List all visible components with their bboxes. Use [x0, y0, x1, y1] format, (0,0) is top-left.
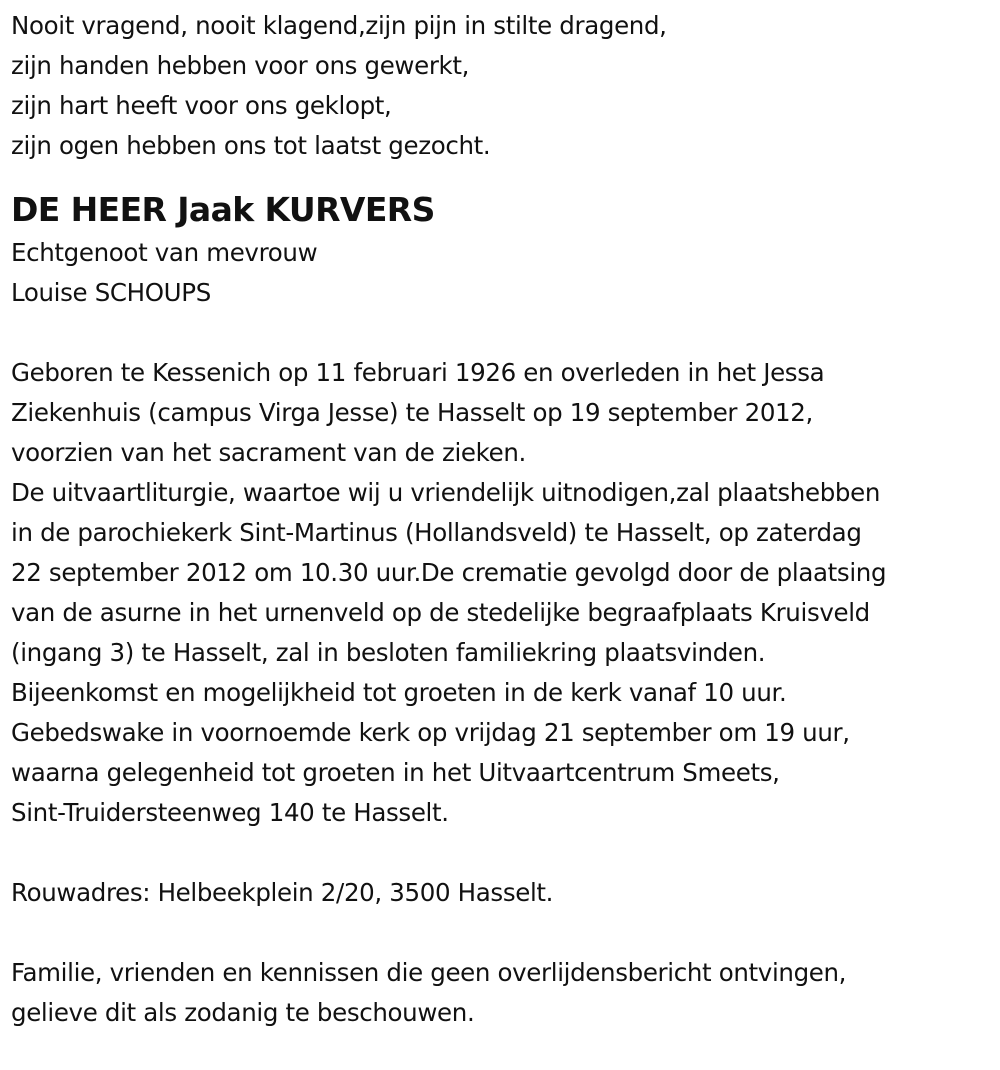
closing-line: Familie, vrienden en kennissen die geen overlijdensbericht ontvingen, — [11, 958, 847, 987]
poem-line: zijn ogen hebben ons tot laatst gezocht. — [11, 131, 491, 160]
poem-line: zijn handen hebben voor ons gewerkt, — [11, 51, 470, 80]
details-line: 22 september 2012 om 10.30 uur.De crematie gevolgd door de plaatsing — [11, 558, 887, 587]
obituary-notice — [11, 6, 996, 1033]
details-line: Sint-Truidersteenweg 140 te Hasselt. — [11, 798, 449, 827]
details-line: waarna gelegenheid tot groeten in het Uitvaartcentrum Smeets, — [11, 758, 780, 787]
details-line: Ziekenhuis (campus Virga Jesse) te Hasselt op 19 september 2012, — [11, 398, 813, 427]
poem-line: zijn hart heeft voor ons geklopt, — [11, 91, 392, 120]
details-line: (ingang 3) te Hasselt, zal in besloten familiekring plaatsvinden. — [11, 638, 766, 667]
spacer — [11, 833, 996, 873]
spouse-line: Echtgenoot van mevrouw — [11, 238, 318, 267]
poem — [11, 6, 996, 166]
funeral-details — [11, 353, 996, 833]
poem-line: Nooit vragend, nooit klagend,zijn pijn in stilte dragend, — [11, 11, 667, 40]
details-line: Geboren te Kessenich op 11 februari 1926 en overleden in het Jessa — [11, 358, 825, 387]
details-line: voorzien van het sacrament van de zieken. — [11, 438, 526, 467]
details-line: De uitvaartliturgie, waartoe wij u vriendelijk uitnodigen,zal plaatshebben — [11, 478, 881, 507]
details-line: Gebedswake in voornoemde kerk op vrijdag 21 september om 19 uur, — [11, 718, 850, 747]
spouse-info — [11, 233, 996, 313]
details-line: van de asurne in het urnenveld op de stedelijke begraafplaats Kruisveld — [11, 598, 870, 627]
details-line: in de parochiekerk Sint-Martinus (Hollandsveld) te Hasselt, op zaterdag — [11, 518, 862, 547]
details-line: Bijeenkomst en mogelijkheid tot groeten in de kerk vanaf 10 uur. — [11, 678, 787, 707]
mourning-address: Rouwadres: Helbeekplein 2/20, 3500 Hasselt. — [11, 878, 554, 907]
spacer — [11, 313, 996, 353]
spouse-line: Louise SCHOUPS — [11, 278, 211, 307]
closing-line: gelieve dit als zodanig te beschouwen. — [11, 998, 475, 1027]
deceased-name: DE HEER Jaak KURVERS — [11, 190, 435, 229]
spacer — [11, 913, 996, 953]
closing-note — [11, 953, 996, 1033]
